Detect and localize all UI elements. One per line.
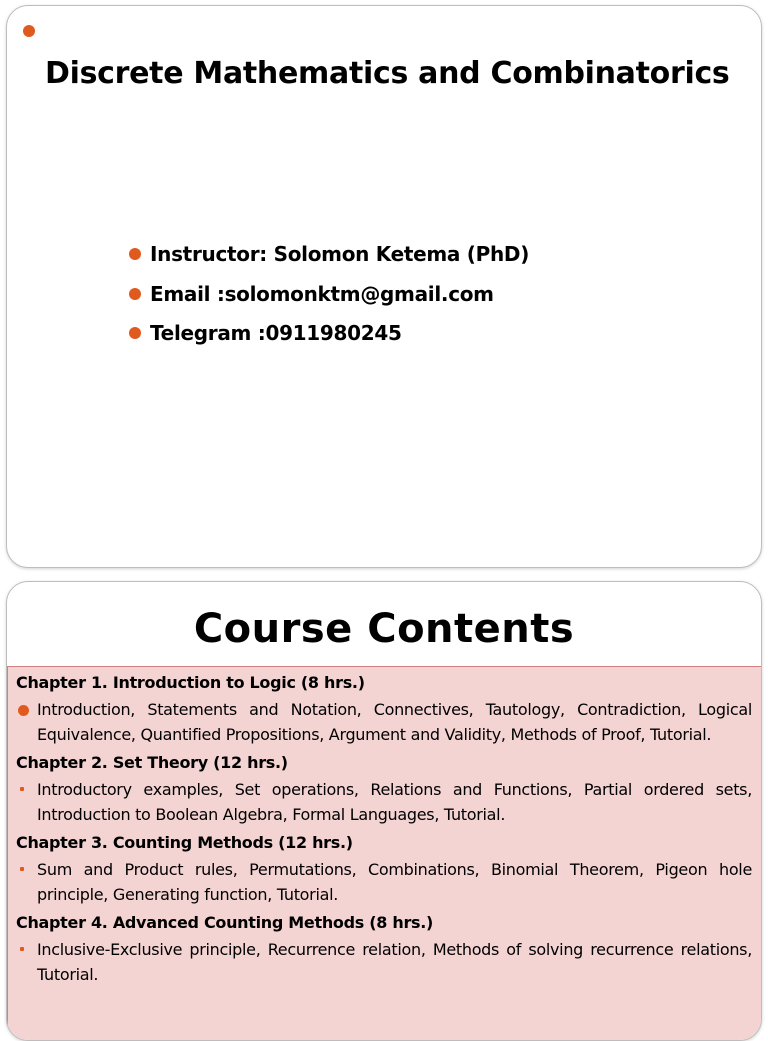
bullet-square-icon: [20, 867, 24, 871]
bullet-square-icon: [20, 947, 24, 951]
bullet-dot-icon: [23, 25, 35, 37]
chapter-description: [16, 937, 754, 987]
chapter-description-text: Sum and Product rules, Permutations, Combinations, Binomial Theorem, Pigeon hole principle, Generating function, Tutorial.: [37, 860, 752, 904]
chapter-description-text: Introduction, Statements and Notation, Connectives, Tautology, Contradiction, Logical Equivalence, Quantified Propositions, Argument and Validity, Methods of Proof, Tutorial.: [37, 700, 752, 744]
bullet-dot-icon: [129, 248, 141, 260]
chapter-description: [16, 697, 754, 747]
bullet-dot-icon: [129, 327, 141, 339]
chapter-heading: Chapter 4. Advanced Counting Methods (8 hrs.): [16, 913, 434, 932]
bullet-dot-icon: [129, 288, 141, 300]
bullet-square-icon: [20, 787, 24, 791]
chapter-description-text: Inclusive-Exclusive principle, Recurrence relation, Methods of solving recurrence relations, Tutorial.: [37, 940, 752, 984]
chapter-heading: Chapter 2. Set Theory (12 hrs.): [16, 753, 288, 772]
instructor-label: Instructor: Solomon Ketema (PhD): [150, 242, 530, 266]
telegram-info-item: [129, 315, 529, 355]
slide-title: Discrete Mathematics and Combinatorics: [45, 56, 730, 91]
slide-title: Course Contents: [193, 606, 575, 652]
chapter-description: [16, 777, 754, 827]
chapter-heading: Chapter 3. Counting Methods (12 hrs.): [16, 833, 353, 852]
email-info-item: [129, 276, 529, 316]
instructor-info-list: [129, 236, 529, 355]
telegram-label: Telegram :0911980245: [150, 321, 402, 345]
bullet-dot-icon: [18, 705, 29, 716]
course-contents-slide: [6, 581, 762, 1041]
chapter-description: [16, 857, 754, 907]
course-contents-box: [7, 666, 762, 1041]
email-label: Email :solomonktm@gmail.com: [150, 281, 494, 306]
chapter-description-text: Introductory examples, Set operations, Relations and Functions, Partial ordered sets, Introduction to Boolean Algebra, Formal Languages, Tutorial.: [37, 780, 752, 824]
title-slide: [6, 5, 762, 568]
instructor-info-item: [129, 236, 529, 276]
chapter-heading: Chapter 1. Introduction to Logic (8 hrs.): [16, 673, 365, 692]
